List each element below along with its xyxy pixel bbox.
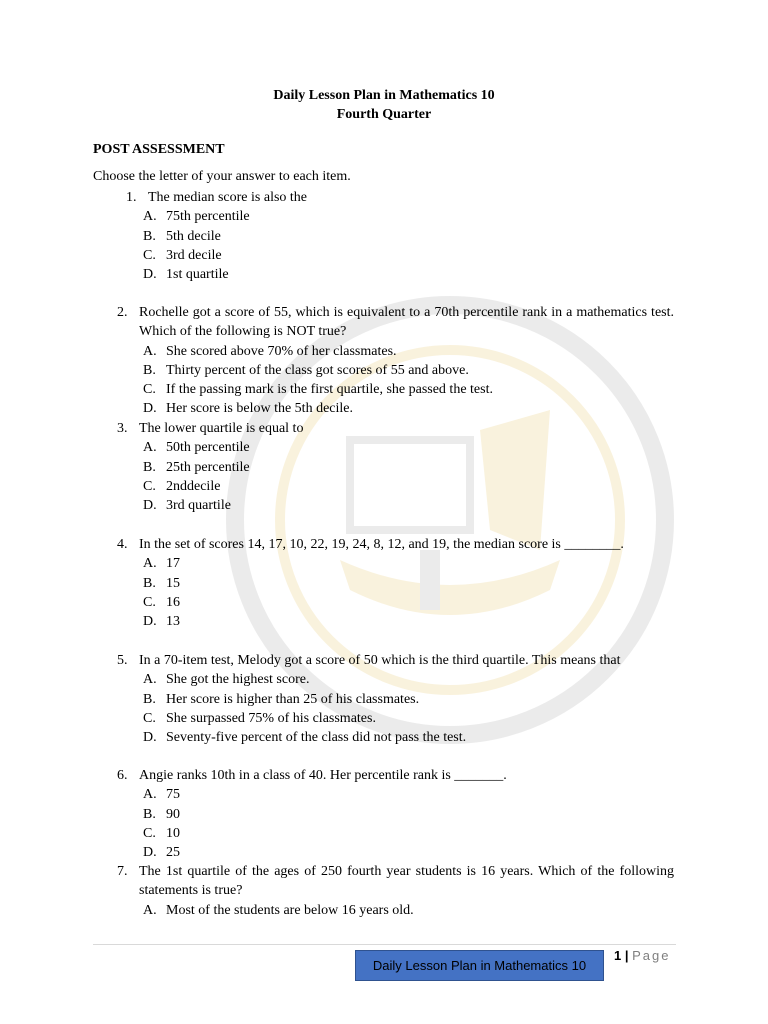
option-d: D. 13 xyxy=(143,614,180,630)
option-b: B. Her score is higher than 25 of his classmates. xyxy=(143,691,420,707)
question-2 xyxy=(117,303,674,419)
question-stem: The 1st quartile of the ages of 250 fourth year students is 16 years. Which of the following statements is true? xyxy=(139,864,674,899)
option-d: D. Her score is below the 5th decile. xyxy=(143,401,353,417)
section-heading: POST ASSESSMENT xyxy=(93,142,225,157)
option-c: C. 3rd decile xyxy=(143,247,222,263)
question-7 xyxy=(117,862,674,920)
footer-label-box xyxy=(355,950,604,981)
question-number: 3. xyxy=(117,421,128,436)
document-subtitle: Fourth Quarter xyxy=(336,107,432,122)
instructions: Choose the letter of your answer to each item. xyxy=(93,169,351,184)
option-b: B. 25th percentile xyxy=(143,459,250,475)
option-b: B. 5th decile xyxy=(143,228,221,244)
question-number: 1. xyxy=(126,190,137,205)
document-title: Daily Lesson Plan in Mathematics 10 xyxy=(273,88,495,103)
option-a: A. 17 xyxy=(143,556,180,572)
question-number: 7. xyxy=(117,864,128,879)
question-stem: Rochelle got a score of 55, which is equivalent to a 70th percentile rank in a mathematics test. Which of the following is NOT true? xyxy=(139,305,674,340)
option-a: A. 75th percentile xyxy=(143,209,250,225)
question-number: 6. xyxy=(117,768,128,783)
option-c: C. 16 xyxy=(143,594,180,610)
question-number: 5. xyxy=(117,653,128,668)
option-c: C. 10 xyxy=(143,825,180,841)
option-a: A. Most of the students are below 16 years old. xyxy=(143,902,414,918)
option-d: D. 25 xyxy=(143,845,180,861)
footer-divider xyxy=(93,944,676,945)
option-d: D. 1st quartile xyxy=(143,267,229,283)
page-separator: | xyxy=(624,948,629,963)
question-6 xyxy=(117,766,674,862)
option-b: B. Thirty percent of the class got scores of 55 and above. xyxy=(143,362,469,378)
question-3 xyxy=(117,419,674,515)
option-a: A. 75 xyxy=(143,787,180,803)
footer-label: Daily Lesson Plan in Mathematics 10 xyxy=(372,958,587,973)
option-c: C. 2nddecile xyxy=(143,478,221,494)
question-stem: In a 70-item test, Melody got a score of 50 which is the third quartile. This means that xyxy=(139,653,621,668)
page-number xyxy=(614,948,671,963)
question-stem: Angie ranks 10th in a class of 40. Her percentile rank is _______. xyxy=(139,768,507,783)
option-c: C. If the passing mark is the first quartile, she passed the test. xyxy=(143,382,493,398)
question-stem: The lower quartile is equal to xyxy=(139,421,304,436)
option-b: B. 90 xyxy=(143,806,180,822)
question-stem: The median score is also the xyxy=(148,190,308,205)
option-a: A. 50th percentile xyxy=(143,440,250,456)
question-1 xyxy=(117,188,674,284)
page-word: Page xyxy=(632,948,671,963)
question-5 xyxy=(117,651,674,747)
option-c: C. She surpassed 75% of his classmates. xyxy=(143,710,376,726)
question-number: 2. xyxy=(117,305,128,320)
option-d: D. Seventy-five percent of the class did not pass the test. xyxy=(143,730,467,746)
option-a: A. She got the highest score. xyxy=(143,672,310,688)
option-a: A. She scored above 70% of her classmates. xyxy=(143,343,397,359)
question-stem: In the set of scores 14, 17, 10, 22, 19, 24, 8, 12, and 19, the median score is ________. xyxy=(139,537,624,552)
option-b: B. 15 xyxy=(143,575,180,591)
option-d: D. 3rd quartile xyxy=(143,498,231,514)
page-number-value: 1 xyxy=(614,948,622,963)
question-number: 4. xyxy=(117,537,128,552)
question-4 xyxy=(117,535,674,631)
